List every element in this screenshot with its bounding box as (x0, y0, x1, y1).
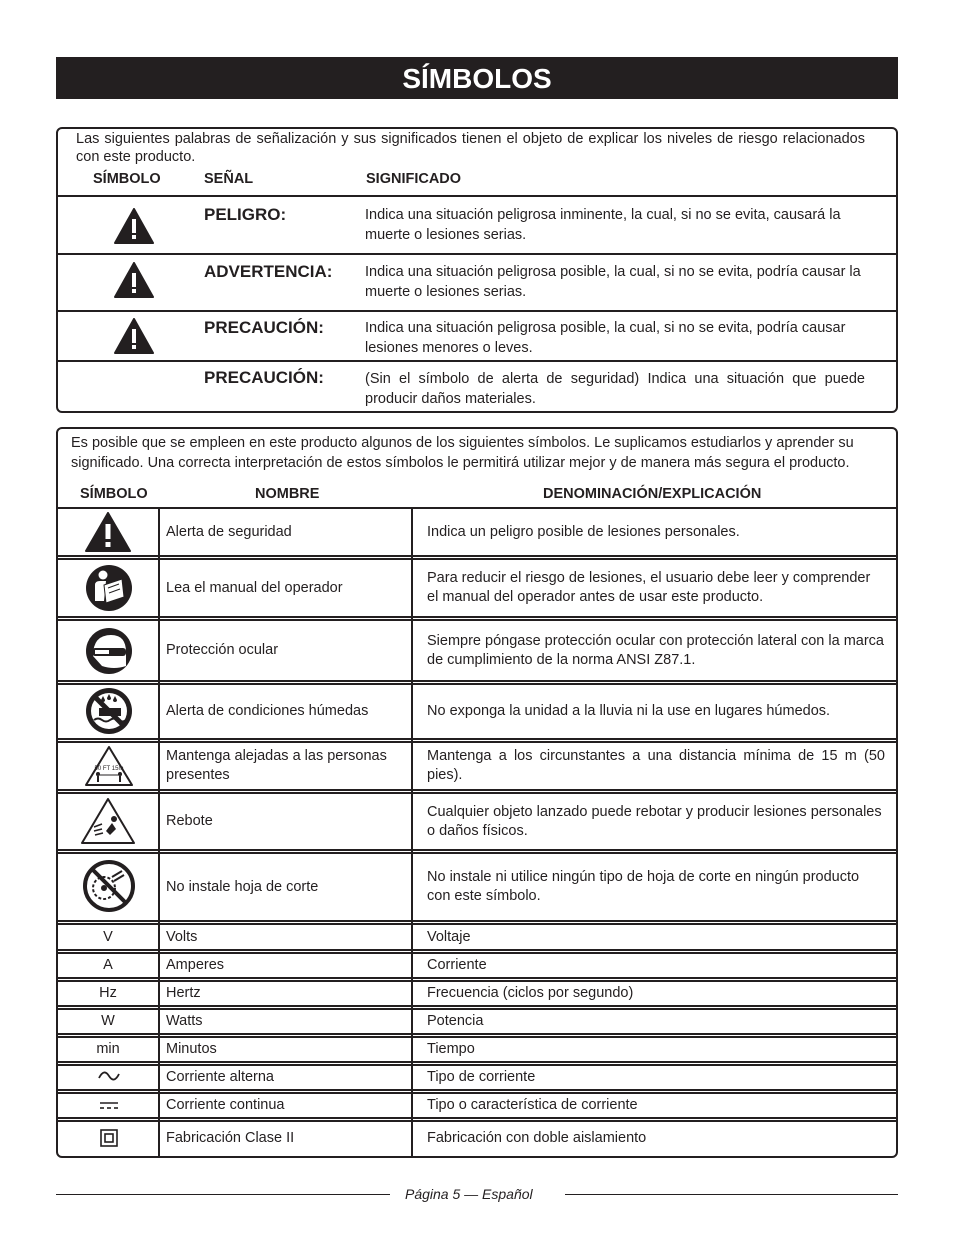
signal-word: ADVERTENCIA: (204, 262, 333, 281)
symbol-explanation: Fabricación con doble aislamiento (427, 1130, 647, 1146)
symbol-explanation: Potencia (427, 1012, 484, 1029)
symbol-explanation: No exponga la unidad a la lluvia ni la use en lugares húmedos. (427, 703, 831, 719)
keep-bystanders-away-icon (84, 745, 134, 787)
symbol-explanation: Tiempo (427, 1040, 475, 1057)
symbol-name: Amperes (166, 956, 225, 973)
symbol-explanation: Mantenga a los circunstantes a una distancia mínima de 15 m (50 pies). (427, 748, 885, 783)
page-title: SÍMBOLOS (56, 57, 898, 99)
symbol-explanation: Frecuencia (ciclos por segundo) (427, 984, 634, 1001)
signal-meaning: Indica una situación peligrosa inminente, la cual, si no se evita, causará la muerte o lesiones serias. (365, 207, 841, 243)
safety-alert-icon (85, 512, 131, 552)
signal-meaning: Indica una situación peligrosa posible, la cual, si no se evita, podría causar lesiones menores o leves. (365, 320, 846, 356)
symbol-name: Mantenga alejadas a las personas presentes (166, 748, 387, 783)
symbol-name: Fabricación Clase II (166, 1130, 295, 1146)
symbol-explanation: Para reducir el riesgo de lesiones, el usuario debe leer y comprender el manual del operador antes de usar este producto. (427, 570, 871, 605)
symbol-col-explanation-header: DENOMINACIÓN/EXPLICACIÓN (543, 486, 762, 502)
symbol-name: Minutos (166, 1040, 217, 1057)
symbol-name: Rebote (166, 813, 213, 829)
symbol-explanation: Siempre póngase protección ocular con protección lateral con la marca de cumplimiento de la norma ANSI Z87.1. (427, 632, 884, 668)
symbol-text: W (101, 1012, 115, 1029)
svg-text:50 FT 15m: 50 FT 15m (94, 766, 124, 772)
eye-protection-icon (84, 626, 134, 676)
symbol-text: min (96, 1040, 120, 1057)
signal-meaning: Indica una situación peligrosa posible, la cual, si no se evita, podría causar la muerte o lesiones serias. (365, 264, 861, 300)
symbol-explanation: Tipo o característica de corriente (427, 1096, 638, 1113)
symbol-explanation: Corriente (427, 956, 487, 973)
symbol-name: Protección ocular (166, 642, 279, 658)
read-manual-icon (84, 563, 134, 613)
symbol-col-name-header: NOMBRE (255, 486, 320, 502)
symbol-explanation: Cualquier objeto lanzado puede rebotar y producir lesiones personales o daños físicos. (427, 803, 882, 839)
wet-conditions-icon (84, 686, 134, 736)
symbol-name: Alerta de seguridad (166, 523, 292, 540)
symbol-explanation: Voltaje (427, 928, 471, 945)
footer-rule-right (565, 1194, 898, 1195)
signal-col-signal-header: SEÑAL (204, 171, 254, 187)
symbol-text: Hz (99, 984, 117, 1001)
symbol-table-intro: Es posible que se empleen en este producto algunos de los siguientes símbolos. Le suplicamos estudiarlos y aprender su significado. Una correcta interpretación de estos símbolos le permitirá utilizar mejor y de manera más segura el producto. (71, 435, 854, 471)
signal-word: PRECAUCIÓN: (204, 318, 324, 337)
ricochet-icon (80, 797, 136, 845)
signal-word: PRECAUCIÓN: (204, 368, 324, 387)
direct-current-icon (99, 1099, 119, 1111)
symbol-explanation: Tipo de corriente (427, 1068, 536, 1085)
signal-col-meaning-header: SIGNIFICADO (366, 171, 462, 187)
symbol-text: V (103, 928, 113, 945)
alternating-current-icon (97, 1068, 121, 1084)
symbol-name: Corriente continua (166, 1096, 285, 1113)
symbol-explanation: No instale ni utilice ningún tipo de hoja de corte en ningún producto con este símbolo. (427, 869, 860, 904)
symbol-name: No instale hoja de corte (166, 878, 319, 895)
warning-triangle-icon (114, 208, 154, 244)
warning-triangle-icon (114, 262, 154, 298)
symbol-name: Alerta de condiciones húmedas (166, 703, 369, 719)
symbol-col-symbol-header: SÍMBOLO (80, 486, 148, 502)
signal-col-symbol-header: SÍMBOLO (93, 171, 161, 187)
symbol-name: Hertz (166, 984, 201, 1001)
page-number: Página 5 — Español (405, 1186, 533, 1202)
symbol-name: Volts (166, 928, 198, 945)
footer-rule-left (56, 1194, 390, 1195)
symbol-explanation: Indica un peligro posible de lesiones personales. (427, 523, 740, 540)
warning-triangle-icon (114, 318, 154, 354)
signal-table-intro: Las siguientes palabras de señalización y sus significados tienen el objeto de explicar los niveles de riesgo relacionados con este producto. (76, 131, 865, 165)
symbol-name: Corriente alterna (166, 1068, 274, 1085)
signal-word: PELIGRO: (204, 205, 287, 224)
symbol-name: Watts (166, 1012, 203, 1029)
no-blade-icon (82, 859, 136, 913)
symbol-name: Lea el manual del operador (166, 579, 343, 596)
symbol-text: A (103, 956, 113, 973)
class-ii-icon (100, 1129, 118, 1147)
signal-meaning: (Sin el símbolo de alerta de seguridad) Indica una situación que puede producir daños materiales. (365, 371, 865, 407)
